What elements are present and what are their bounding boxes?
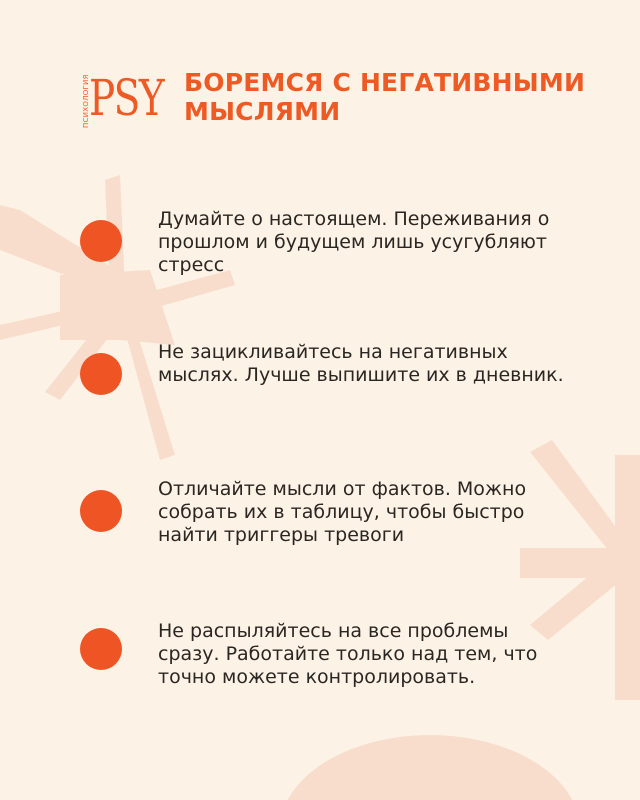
- logo-subtitle: ПСИХОЛОГИЯ: [82, 74, 90, 128]
- page-title: БОРЕМСЯ С НЕГАТИВНЫМИ МЫСЛЯМИ: [184, 68, 586, 126]
- bullet-dot: [80, 628, 122, 670]
- tip-text: Думайте о настоящем. Переживания о прошлом и будущем лишь усугубляют стресс: [158, 208, 550, 276]
- bottom-arc: [280, 735, 580, 800]
- bullet-dot: [80, 220, 122, 262]
- bullet-dot: [80, 490, 122, 532]
- tip-text: Не зацикливайтесь на негативных мыслях. Лучше выпишите их в дневник.: [158, 341, 564, 386]
- psy-logo: [80, 69, 164, 130]
- logo-wordmark: PSY: [89, 69, 164, 127]
- bullet-dot: [80, 353, 122, 395]
- tip-text: Не распыляйтесь на все проблемы сразу. Работайте только над тем, что точно можете контролировать.: [158, 620, 538, 688]
- tip-text: Отличайте мысли от фактов. Можно собрать их в таблицу, чтобы быстро найти триггеры тревоги: [158, 478, 527, 546]
- starburst-core: [60, 270, 175, 345]
